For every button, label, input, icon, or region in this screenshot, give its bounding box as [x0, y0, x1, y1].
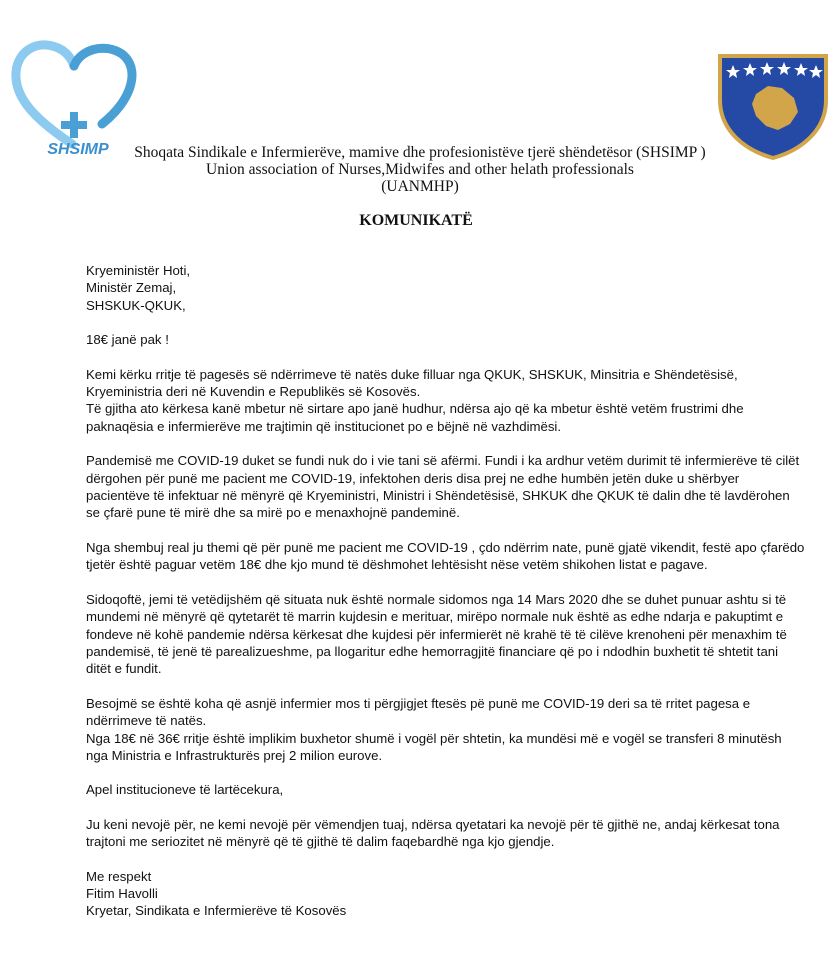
paragraph: Besojmë se është koha që asnjë infermier mos ti përgjigjet ftesës pë punë me COVID-19 deri sa të rritet pagesa e ndërrimeve të natës. [86, 695, 751, 729]
paragraph: Kemi kërku rritje të pagesës së ndërrimeve të natës duke filluar nga QKUK, SHSKUK, Minsitria e Shëndetësisë, Kryeministria deri në Kuvendin e Republikës së Kosovës. [86, 366, 738, 400]
headline: 18€ janë pak ! [86, 332, 169, 348]
signature-block [86, 868, 806, 920]
addressee-block [86, 262, 806, 314]
signatory-name: Fitim Havolli [86, 885, 158, 901]
shsimp-logo [6, 28, 148, 160]
addressee-line: Ministër Zemaj, [86, 280, 177, 296]
addressee-line: SHSKUK-QKUK, [86, 297, 186, 313]
addressee-line: Kryeministër Hoti, [86, 263, 191, 278]
paragraph: Apel institucioneve të lartëcekura, [86, 782, 284, 798]
paragraph: Pandemisë me COVID-19 duket se fundi nuk do i vie tani së afërmi. Fundi i ka ardhur vetëm durimit të infermierëve të cilët dërgohen për punë me pacient me COVID-19, infektohen deris disa prej ne edhe humbën jetën duke u shërbyer pacientëve të infektuar në mënyrë që Kryeministri, Ministri i Shëndetësisë, SHKUK dhe QKUK të dalin dhe të lavdërohen se çfarë pune të mirë dhe sa mirë po e menaxhojnë pandeminë. [86, 453, 800, 521]
header-line-english: Union association of Nurses,Midwifes and other helath professionals [206, 161, 634, 178]
shsimp-wordmark: SHSIMP [47, 141, 109, 158]
paragraph: Ju keni nevojë për, ne kemi nevojë për vëmendjen tuaj, ndërsa qyetatari ka nevojë për të gjithë ne, andaj kërkesat tona trajtoni me seriozitet në mënyrë që të gjithë të dalim faqebardhë nga kjo gjendje. [86, 816, 780, 850]
paragraph: Nga 18€ në 36€ rritje është implikim buxhetor shumë i vogël për shtetin, ka mundësi më e vogël se transferi 8 minutësh nga Ministria e Infrastrukturës prej 2 milion eurove. [86, 730, 782, 763]
paragraph: Sidoqoftë, jemi të vetëdijshëm që situata nuk është normale sidomos nga 14 Mars 2020 dhe se duhet punuar ashtu si të mundemi në mënyrë që qytetarët të marrin kujdesin e merituar, mirëpo normale nuk është as edhe ndarja e pakuptimt e fondeve në kohë pandemie ndërsa kërkesat dhe kujdesi për infermierët në krahë të të cilëve krenoheni për menaxhim të pandemisë, të jenë të parealizueshme, pa llogaritur edhe hemorragjitë financiare që po i ndodhin buxhetit të shtetit tani ditët e fundit. [86, 591, 787, 677]
paragraph: Të gjitha ato kërkesa kanë mbetur në sirtare apo janë hudhur, ndërsa ajo që ka mbetur është vetëm frustrimi dhe paknaqësia e infermierëve me trajtimin që institucionet po e bëjnë në vazhdimësi. [86, 401, 744, 434]
header-line-acronym: (UANMHP) [381, 178, 459, 195]
document-title: KOMUNIKATË [359, 212, 473, 229]
signatory-title: Kryetar, Sindikata e Infermierëve të Kosovës [86, 903, 347, 919]
kosovo-coat-of-arms-icon [716, 50, 830, 160]
closing-line: Me respekt [86, 868, 152, 884]
header-line-albanian: Shoqata Sindikale e Infermierëve, mamive dhe profesionistëve tjerë shëndetësor (SHSIMP ) [134, 144, 706, 161]
coat-of-arms [716, 50, 830, 160]
heart-logo-icon [6, 28, 148, 160]
paragraph: Nga shembuj real ju themi që për punë me pacient me COVID-19 , çdo ndërrim nate, punë gjatë vikendit, festë apo çfarëdo tjetër është paguar vetëm 18€ dhe kjo mund të dëshmohet lehtësisht nëse vetëm shikohen listat e pagave. [86, 539, 805, 573]
organization-header [110, 144, 730, 195]
document-body [86, 262, 806, 920]
